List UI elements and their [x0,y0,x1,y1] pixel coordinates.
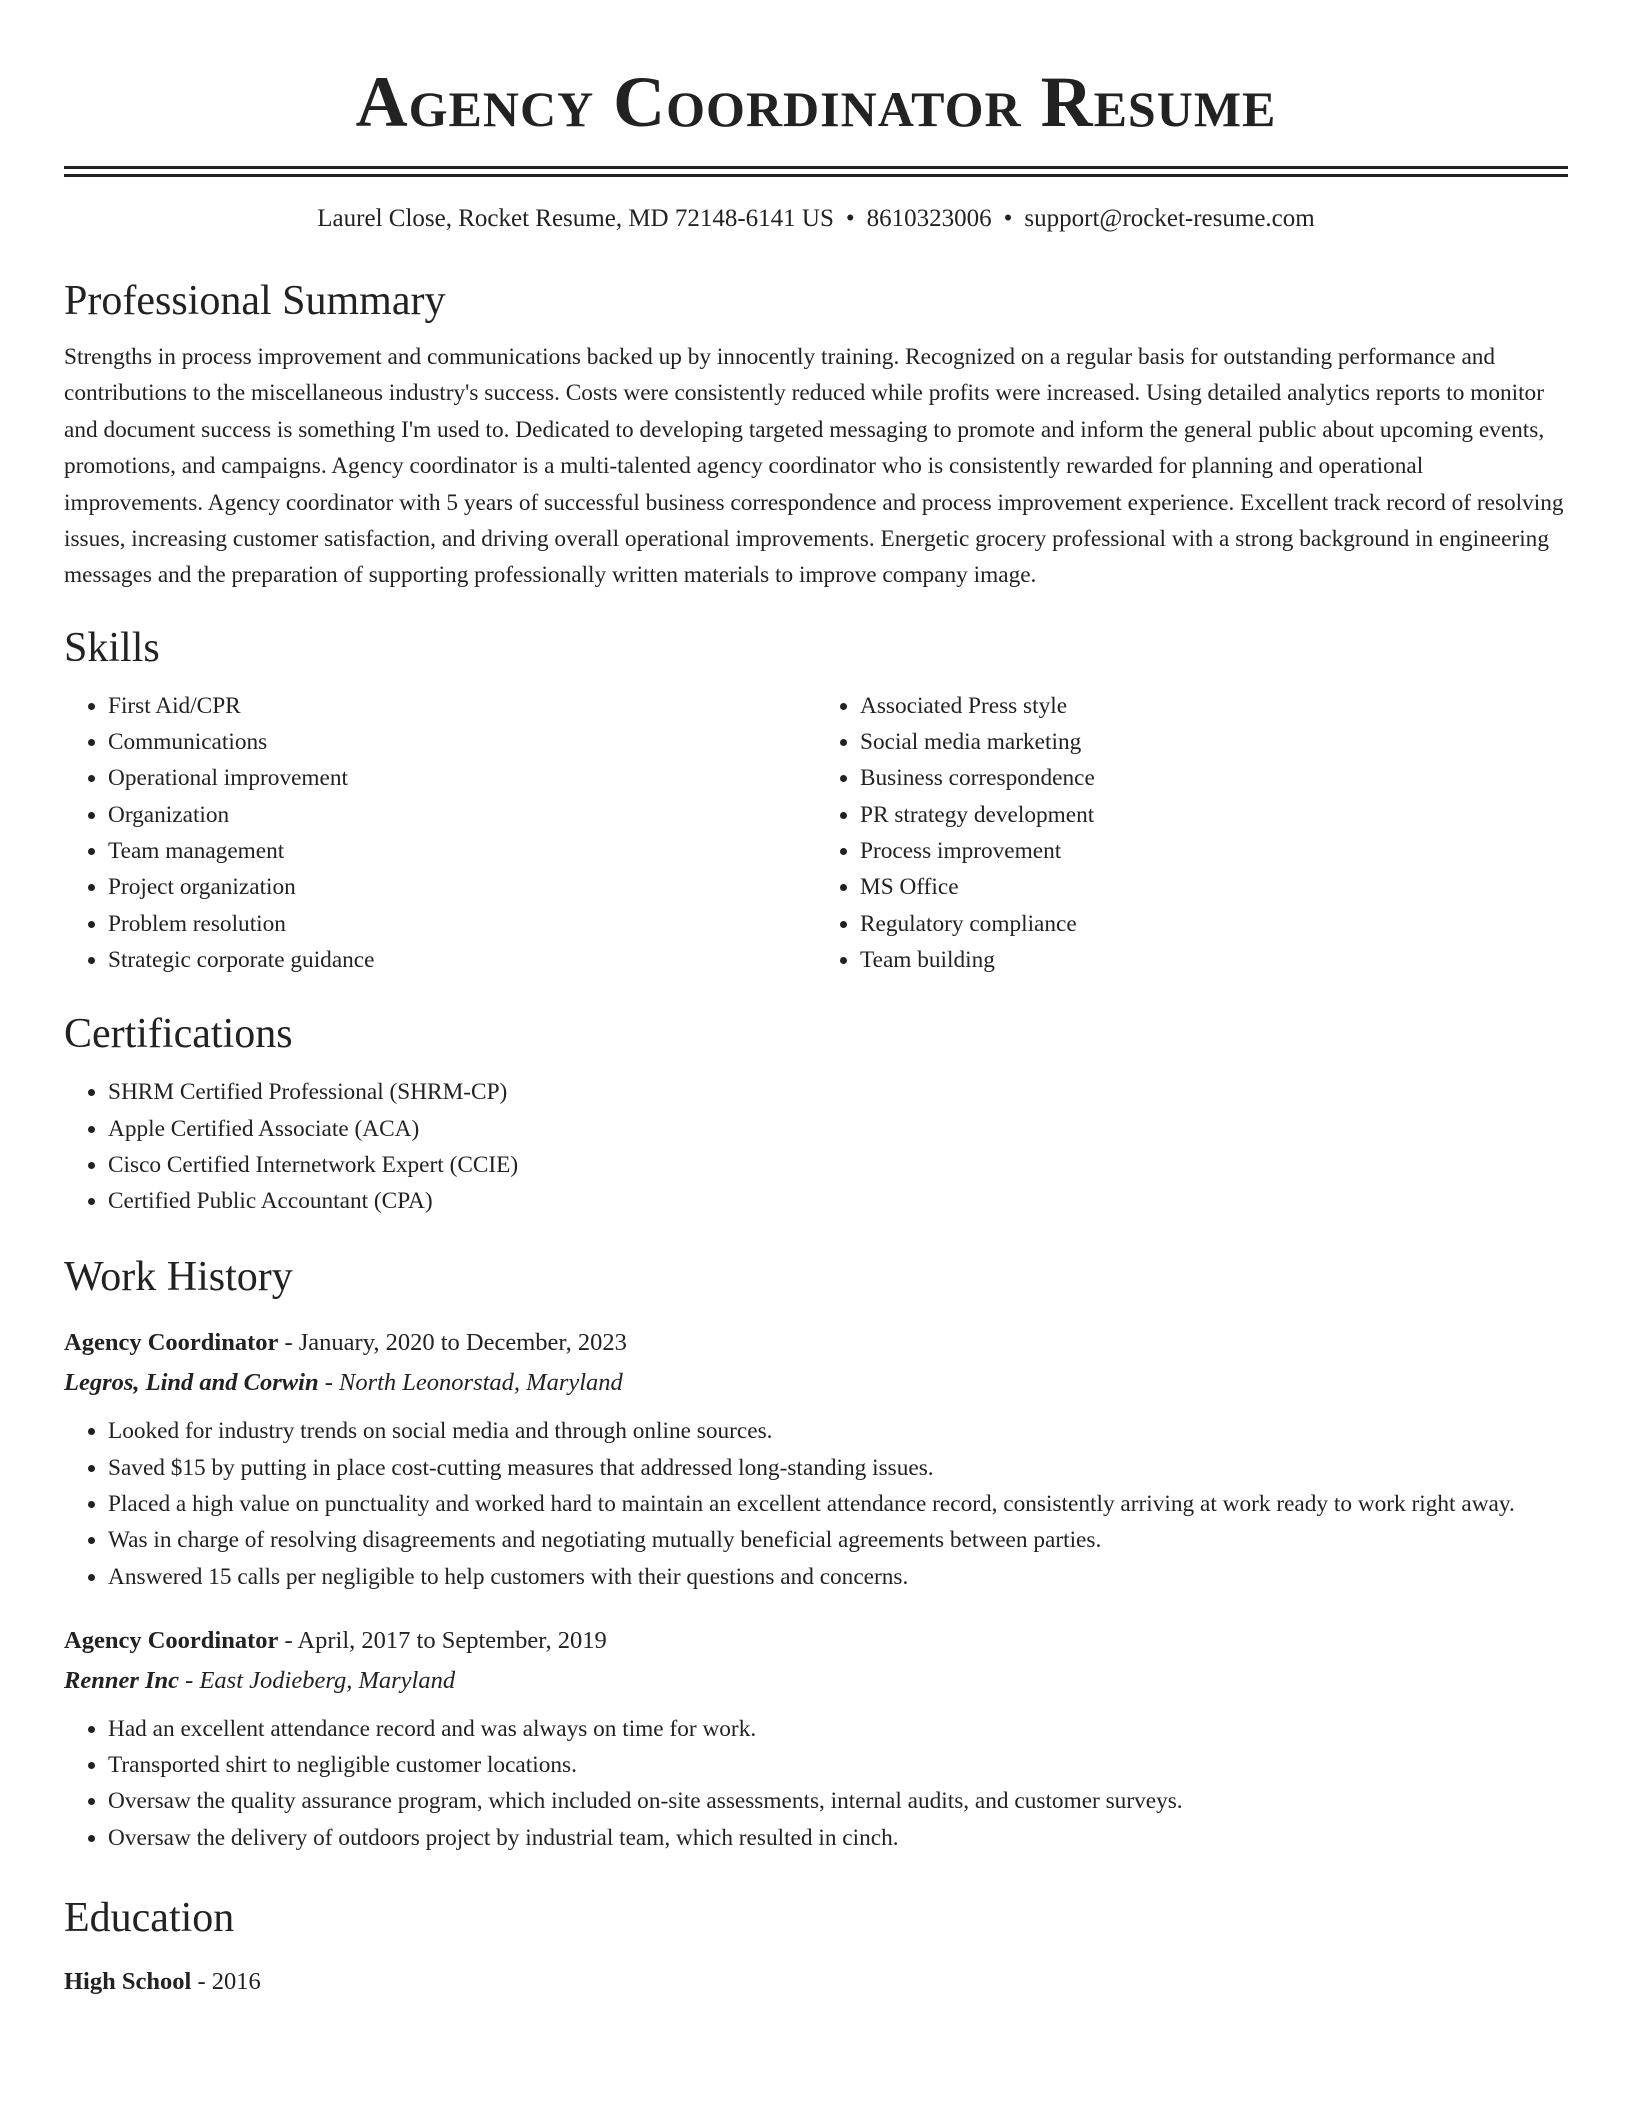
title-double-rule [64,166,1568,177]
skill-item: • Business correspondence [860,760,1568,796]
job-bullet: • Had an excellent attendance record and was always on time for work. [108,1711,1568,1747]
education-section [64,1892,1568,2002]
bullet-separator: • [1003,205,1013,232]
certification-item: • Apple Certified Associate (ACA) [108,1111,1568,1147]
skill-item: • Team management [108,833,816,869]
company-line [64,1661,1568,1701]
company-name: Renner Inc [64,1666,180,1694]
company-location: - East Jodieberg, Maryland [179,1666,456,1694]
skill-item: • Organization [108,797,816,833]
skill-item: • Project organization [108,869,816,905]
skill-item: • Problem resolution [108,906,816,942]
job-bullet: • Oversaw the quality assurance program, which included on-site assessments, internal audits, and customer surveys. [108,1783,1568,1819]
job-title: Agency Coordinator [64,1329,279,1357]
job-bullet: • Was in charge of resolving disagreements and negotiating mutually beneficial agreements between parties. [108,1522,1568,1558]
skill-item: • Regulatory compliance [860,906,1568,942]
certification-item: • Cisco Certified Internetwork Expert (CCIE) [108,1147,1568,1183]
company-name: Legros, Lind and Corwin [64,1369,319,1397]
summary-text: Strengths in process improvement and communications backed up by innocently training. Recognized on a regular basis for outstanding performance and contributions to the miscellaneous industry's success. Costs were consistently reduced while profits were increased. Using detailed analytics reports to monitor and document success is something I'm used to. Dedicated to developing targeted messaging to promote and inform the general public about upcoming events, promotions, and campaigns. Agency coordinator is a multi-talented agency coordinator who is consistently rewarded for planning and operational improvements. Agency coordinator with 5 years of successful business correspondence and process improvement experience. Excellent track record of resolving issues, increasing customer satisfaction, and driving overall operational improvements. Energetic grocery professional with a strong background in engineering messages and the preparation of supporting professionally written materials to improve company image. [64,344,1564,589]
contact-line [64,203,1568,235]
skills-columns [64,688,1568,978]
work-history-section [64,1251,1568,1856]
skill-item: • Communications [108,724,816,760]
summary-heading: Professional Summary [64,278,446,324]
resume-title: Agency Coordinator Resume [355,62,1277,142]
skill-item: • Operational improvement [108,760,816,796]
certifications-heading: Certifications [64,1011,293,1058]
skill-item: • First Aid/CPR [108,688,816,724]
contact-address: Laurel Close, Rocket Resume, MD 72148-6141 US [317,205,834,232]
skill-item: • Process improvement [860,833,1568,869]
skill-item: • Associated Press style [860,688,1568,724]
education-degree: High School [64,1968,192,1996]
certifications-list [64,1074,1568,1219]
job-bullet: • Transported shirt to negligible customer locations. [108,1747,1568,1783]
skill-item: • Team building [860,942,1568,978]
job-title: Agency Coordinator [64,1626,279,1654]
skill-item: • PR strategy development [860,797,1568,833]
job-bullet: • Looked for industry trends on social media and through online sources. [108,1413,1568,1449]
job-dates: - April, 2017 to September, 2019 [278,1626,607,1654]
contact-email: support@rocket-resume.com [1024,205,1315,232]
job-title-line [64,1621,1568,1661]
skill-item: • Social media marketing [860,724,1568,760]
skill-item: • Strategic corporate guidance [108,942,816,978]
job-bullet: • Oversaw the delivery of outdoors project by industrial team, which resulted in cinch. [108,1820,1568,1856]
certifications-section [64,1008,1568,1219]
certification-item: • Certified Public Accountant (CPA) [108,1183,1568,1219]
work-history-heading: Work History [64,1254,293,1301]
job-bullets [64,1413,1568,1594]
job-bullet: • Answered 15 calls per negligible to help customers with their questions and concerns. [108,1559,1568,1595]
skills-section [64,622,1568,978]
professional-summary-section [64,275,1568,594]
skills-left-list [64,688,816,978]
education-year: - 2016 [191,1968,261,1996]
company-location: - North Leonorstad, Maryland [318,1369,623,1397]
certification-item: • SHRM Certified Professional (SHRM-CP) [108,1074,1568,1110]
job-bullet: • Saved $15 by putting in place cost-cutting measures that addressed long-standing issues. [108,1450,1568,1486]
contact-phone: 8610323006 [866,205,992,232]
skills-heading: Skills [64,624,160,671]
education-entry [64,1962,1568,2002]
job-title-line [64,1323,1568,1363]
education-heading: Education [64,1895,235,1942]
skill-item: • MS Office [860,869,1568,905]
job-dates: - January, 2020 to December, 2023 [278,1329,627,1357]
company-line [64,1363,1568,1403]
job-bullets [64,1711,1568,1856]
job-bullet: • Placed a high value on punctuality and worked hard to maintain an excellent attendance record, consistently arriving at work ready to work right away. [108,1486,1568,1522]
bullet-separator: • [845,205,855,232]
skills-right-list [816,688,1568,978]
